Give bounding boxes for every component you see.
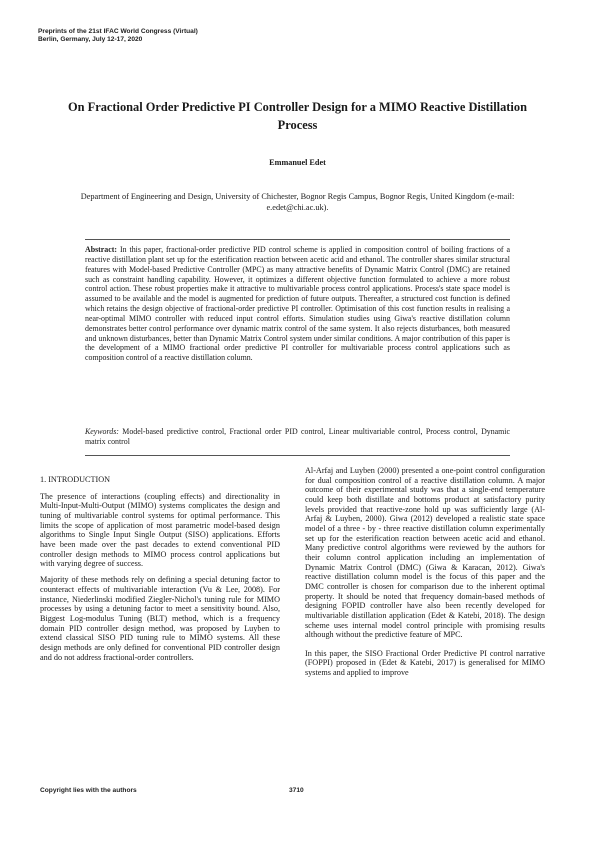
conference-header: [38, 28, 198, 45]
abstract-label: Abstract:: [85, 245, 117, 254]
conference-name: Preprints of the 21st IFAC World Congress (Virtual): [38, 28, 198, 35]
body-paragraph: In this paper, the SISO Fractional Order Predictive PI control narrative (FOPPI) proposed in (Edet & Katebi, 2017) is generalised for MIMO systems and applied to improve: [305, 648, 545, 678]
abstract-top-rule: [85, 239, 510, 240]
paper-title: On Fractional Order Predictive PI Controller Design for a MIMO Reactive Distillation Process: [68, 100, 527, 132]
conference-location-date: Berlin, Germany, July 12-17, 2020: [38, 36, 143, 44]
body-paragraph: Al-Arfaj and Luyben (2000) presented a one-point control configuration for dual composition control of a reactive distillation column. A major outcome of their experimental study was that a single-end temperature could keep both distillate and bottoms product at satisfactory purity levels provided that reactive-zone hold up was sufficiently large (Al-Arfaj & Luyben, 2000). Giwa (2012) developed a realistic state space model of a three - by - three reactive distillation column experimentally set up for the esterification reaction between acetic acid and ethanol. Many predictive control algorithms were reviewed by the authors for their column control application including an implementation of Dynamic Matrix Control (DMC) (Giwa & Karacan, 2012). Giwa's reactive distillation column model is the focus of this paper and the DMC controller is chosen for comparison due to the inherent optimal property. It should be noted that frequency domain-based methods of designing FOPID controller have also been recently developed for multivariable distillation application (Edet & Katebi, 2018). The design scheme uses internal model control principle with promising results although without the predictive feature of MPC.: [305, 466, 545, 640]
body-paragraph: Majority of these methods rely on defining a special detuning factor to counteract effects of multivariable interaction (Vu & Lee, 2008). For instance, Niederlinski modified Ziegler-Nichol's tuning rule for MIMO processes by using a detuning factor to meet a sensitivity bound. Also, Biggest Log-modulus Tuning (BLT) method, which is a frequency domain PID controller design method, was proposed by Luyben to extend classical SISO PID tuning rule to MIMO systems. All these design methods are only defined for conventional PID controller design and do not address fractional-order controllers.: [40, 575, 280, 662]
page-number: 3710: [289, 787, 304, 794]
right-column: [305, 466, 545, 684]
abstract-text: In this paper, fractional-order predictive PID control scheme is applied in composition control of boiling fractions of a reactive distillation plant set up for the esterification reaction between acetic acid and ethanol. The controller shares similar structural features with Model-based Predictive Controller (MPC) as many attractive benefits of Dynamic Matrix Control (DMC) are retained such as constraint handling capability. However, it optimizes a different objective function formulated to achieve a more robust control action. These robust properties make it attractive to multivariable process control applications. Process's state space model is assumed to be available and the model is augmented for prediction of future outputs. Thereafter, a structured cost function is defined which retains the design objective of fractional-order predictive PI controller. Optimisation of this cost function results in realising a near-optimal MIMO controller with reduced input control efforts. Simulation studies using Giwa's reactive distillation column demonstrates better control performance over dynamic matrix control of the same system. It also rejects disturbances, both measured and unknown disturbances, better than Dynamic Matrix Control system under similar conditions. A major contribution of this paper is the development of a MIMO fractional order predictive PI controller for multivariable process control applications such as composition control of a reactive distillation column.: [85, 245, 510, 363]
keywords: [85, 427, 510, 447]
author-affiliation: Department of Engineering and Design, University of Chichester, Bognor Regis Campus, Bognor Regis, United Kingdom (e-mail: e.edet@chi.ac.uk).: [80, 192, 515, 212]
keywords-label: Keywords:: [85, 427, 119, 436]
left-column: [40, 475, 280, 669]
author-name: Emmanuel Edet: [269, 158, 326, 167]
abstract: [85, 245, 510, 363]
body-paragraph: The presence of interactions (coupling effects) and directionality in Multi-Input-Multi-Output (MIMO) systems complicates the design and tuning of multivariable control systems for optimal performance. This limits the scope of application of most parametric model-based design algorithms to Single Input Single Output (SISO) applications. Efforts have been made over the past decades to extend conventional PID controller design methods to MIMO process control applications but with varying degree of success.: [40, 491, 280, 569]
abstract-bottom-rule: [85, 455, 510, 456]
section-heading-introduction: 1. INTRODUCTION: [40, 475, 111, 484]
keywords-text: Model-based predictive control, Fractional order PID control, Linear multivariable control, Process control, Dynamic matrix control: [85, 427, 510, 446]
copyright-notice: Copyright lies with the authors: [40, 787, 137, 794]
